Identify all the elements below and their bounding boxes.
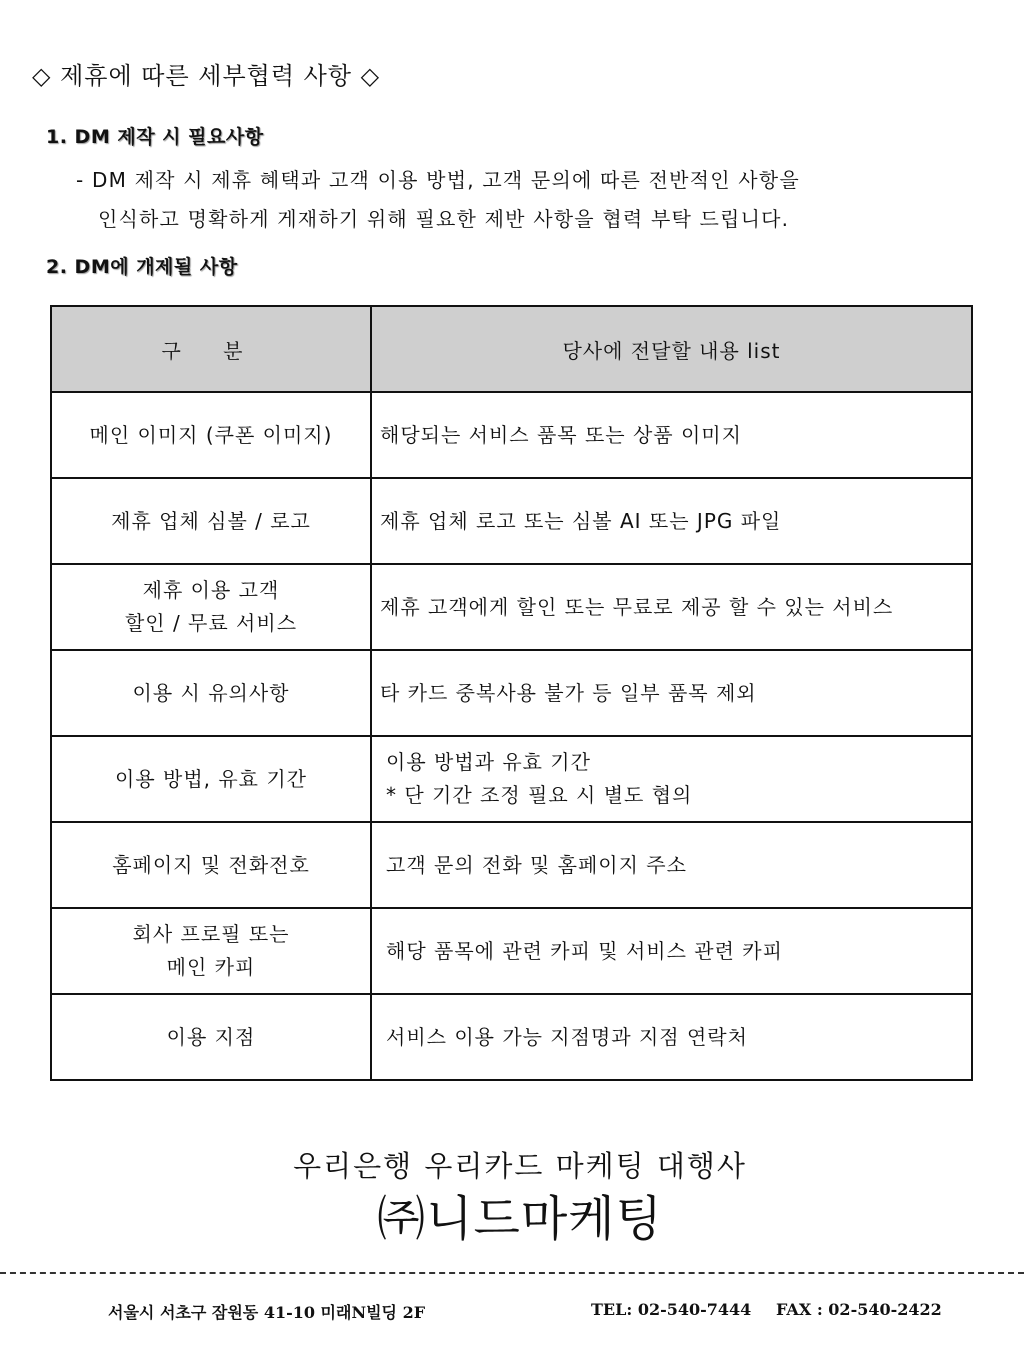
row-category [51,994,371,1080]
row-content [371,908,972,994]
table-row [51,478,972,564]
cell-text: 이용 방법과 유효 기간 [386,750,591,774]
row-category [51,908,371,994]
cell-text: 제휴 업체 심볼 / 로고 [111,508,311,533]
row-content [371,392,972,478]
row-category [51,650,371,736]
column-header-category: 구 분 [51,306,371,392]
row-category [51,478,371,564]
section-heading-dm-contents: 2. DM에 개제될 사항 [46,256,238,278]
description-line: - DM 제작 시 제휴 혜택과 고객 이용 방법, 고객 문의에 따른 전반적인 사항을 [76,168,800,192]
agency-line: 우리은행 우리카드 마케팅 대행사 [293,1149,747,1183]
cell-text: 이용 방법, 유효 기간 [115,766,307,791]
row-category [51,822,371,908]
table-row [51,392,972,478]
table-row [51,994,972,1080]
cell-text: 고객 문의 전화 및 홈페이지 주소 [386,852,687,877]
cell-text: 해당되는 서비스 품목 또는 상품 이미지 [380,422,742,447]
cell-text: 홈페이지 및 전화전호 [112,852,310,877]
table-row [51,908,972,994]
table-row [51,822,972,908]
row-content [371,994,972,1080]
cell-text: 제휴 고객에게 할인 또는 무료로 제공 할 수 있는 서비스 [380,594,894,619]
row-category [51,564,371,650]
table-row [51,564,972,650]
cell-text: 서비스 이용 가능 지점명과 지점 연락처 [386,1024,748,1049]
cell-text: 메인 카피 [166,955,256,979]
cell-text: 이용 지점 [166,1024,256,1049]
row-category [51,392,371,478]
table-header-row [51,306,972,392]
company-name: ㈜니드마케팅 [377,1191,663,1247]
company-phone: TEL: 02-540-7444 [591,1300,752,1319]
row-content [371,478,972,564]
cell-text: 이용 시 유의사항 [132,680,290,705]
table-row [51,650,972,736]
section-description [76,161,800,239]
cell-text: 제휴 업체 로고 또는 심볼 AI 또는 JPG 파일 [380,508,782,533]
section-heading-dm-requirements: 1. DM 제작 시 필요사항 [46,126,264,148]
row-content [371,736,972,822]
document-title: ◇ 제휴에 따른 세부협력 사항 ◇ [32,62,381,90]
cell-note: * 단 기간 조정 필요 시 별도 협의 [386,783,693,807]
cell-text: 해당 품목에 관련 카피 및 서비스 관련 카피 [386,938,783,963]
company-fax: FAX : 02-540-2422 [776,1300,942,1319]
company-address: 서울시 서초구 잠원동 41-10 미래N빌딩 2F [108,1303,426,1322]
column-header-content: 당사에 전달할 내용 list [371,306,972,392]
cell-text: 제휴 이용 고객 [142,578,280,602]
description-line: 인식하고 명확하게 게재하기 위해 필요한 제반 사항을 협력 부탁 드립니다. [98,207,790,231]
row-category [51,736,371,822]
cell-text: 할인 / 무료 서비스 [124,611,298,635]
divider [0,1272,1024,1274]
cell-text: 회사 프로필 또는 [132,922,290,946]
cell-text: 메인 이미지 (쿠폰 이미지) [89,422,333,447]
row-content [371,822,972,908]
row-content [371,650,972,736]
cell-text: 타 카드 중복사용 불가 등 일부 품목 제외 [380,680,757,705]
contents-table [50,305,973,1081]
table-row [51,736,972,822]
row-content [371,564,972,650]
